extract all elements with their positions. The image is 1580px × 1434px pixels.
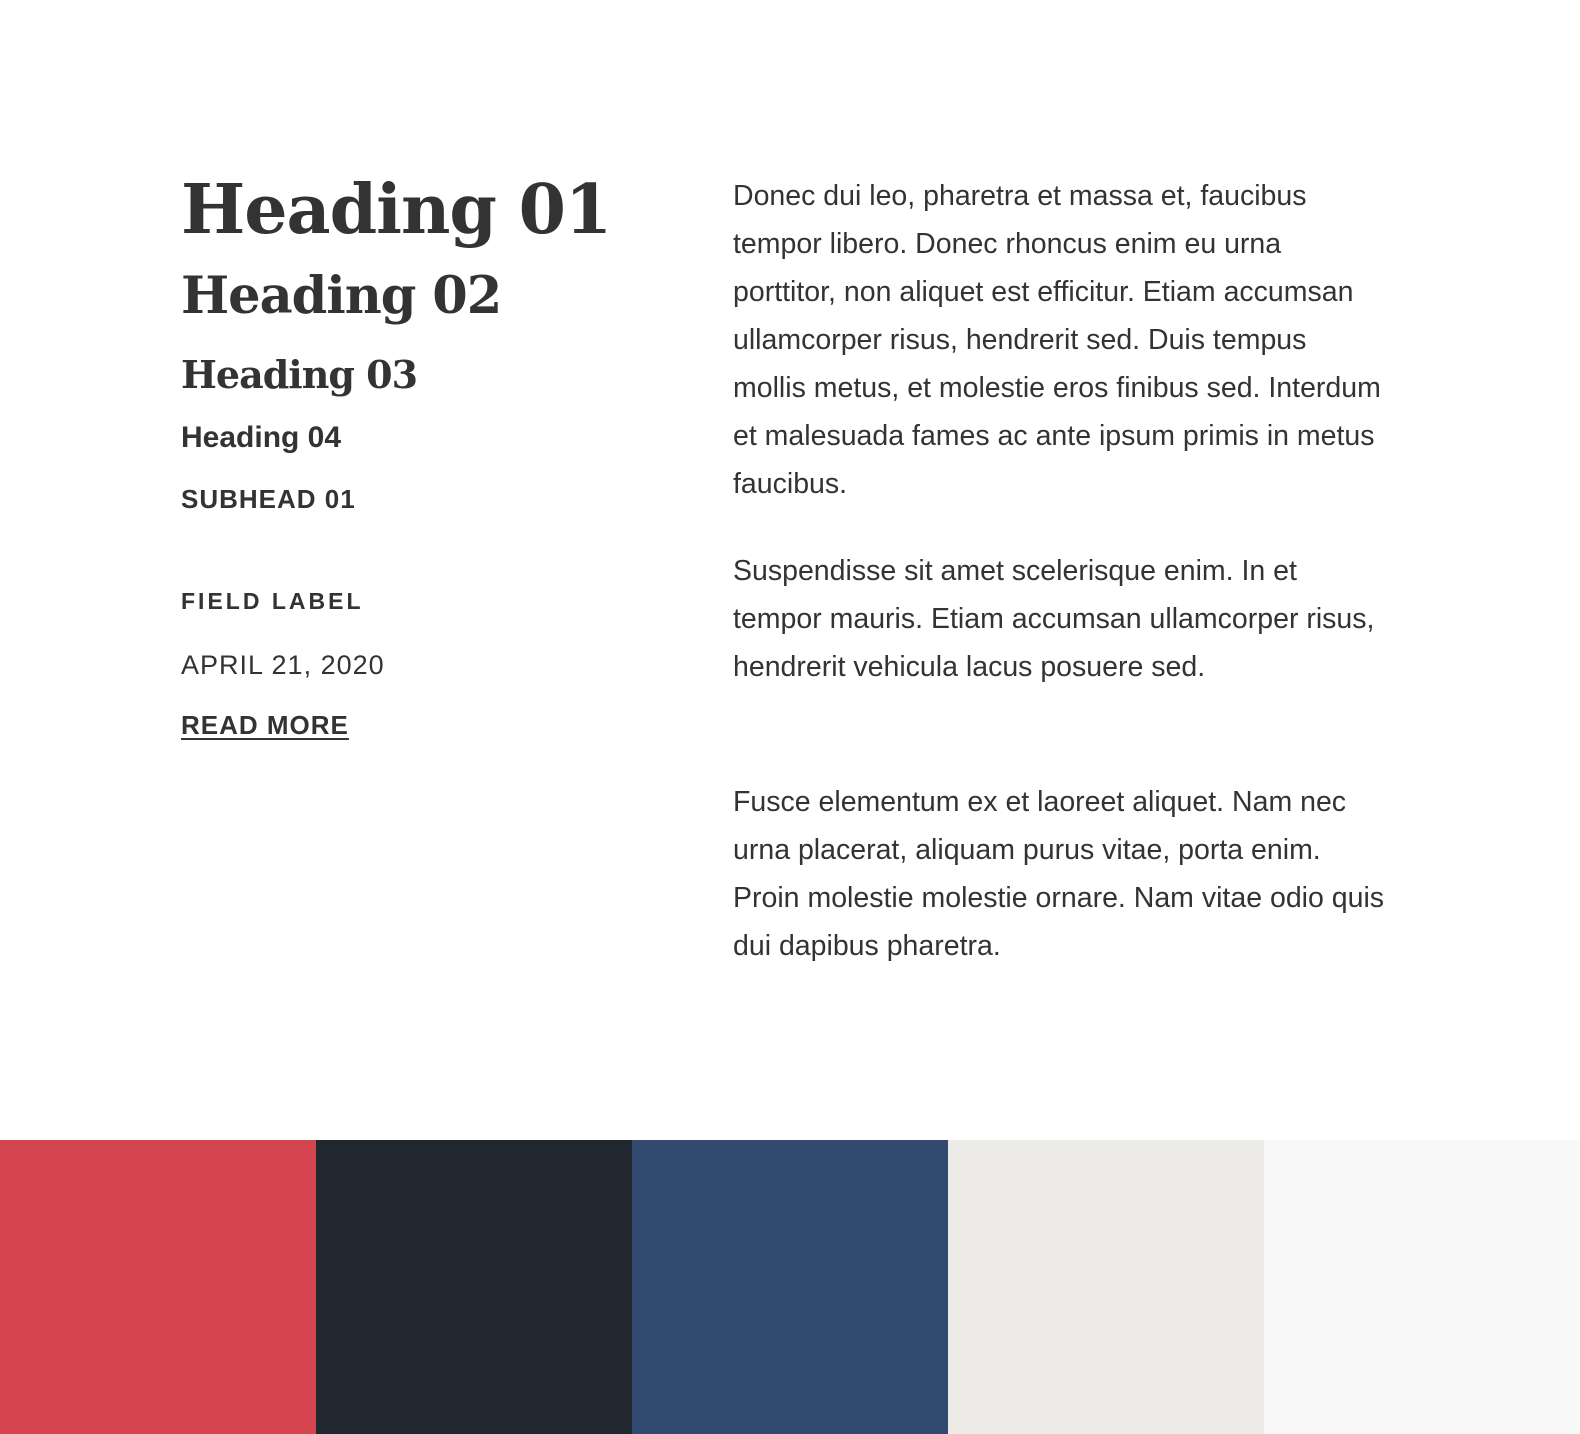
- color-swatch-red: [0, 1140, 316, 1434]
- heading-04: Heading 04: [181, 421, 342, 454]
- field-label: FIELD LABEL: [181, 588, 364, 614]
- color-swatch-charcoal: [316, 1140, 632, 1434]
- body-text-column: [733, 172, 1385, 970]
- heading-01: Heading 01: [181, 170, 612, 250]
- body-paragraph-3: Fusce elementum ex et laoreet aliquet. Nam nec urna placerat, aliquam purus vitae, porta enim. Proin molestie molestie ornare. Nam vitae odio quis dui dapibus pharetra.: [733, 786, 1385, 962]
- color-swatch-light-gray: [948, 1140, 1264, 1434]
- read-more-link[interactable]: READ MORE: [181, 710, 349, 740]
- heading-02: Heading 02: [181, 266, 502, 326]
- color-palette: [0, 1140, 1580, 1434]
- typography-specimen: [181, 168, 681, 741]
- body-paragraph-1: Donec dui leo, pharetra et massa et, faucibus tempor libero. Donec rhoncus enim eu urna porttitor, non aliquet est efficitur. Etiam accumsan ullamcorper risus, hendrerit sed. Duis tempus mollis metus, et molestie eros finibus sed. Interdum et malesuada fames ac ante ipsum primis in metus faucibus.: [733, 180, 1381, 500]
- body-paragraph-2: Suspendisse sit amet scelerisque enim. In et tempor mauris. Etiam accumsan ullamcorper risus, hendrerit vehicula lacus posuere sed.: [733, 555, 1375, 683]
- date-text: APRIL 21, 2020: [181, 650, 385, 680]
- heading-03: Heading 03: [181, 352, 418, 397]
- subhead-01: SUBHEAD 01: [181, 484, 356, 514]
- color-swatch-navy: [632, 1140, 948, 1434]
- color-swatch-off-white: [1264, 1140, 1580, 1434]
